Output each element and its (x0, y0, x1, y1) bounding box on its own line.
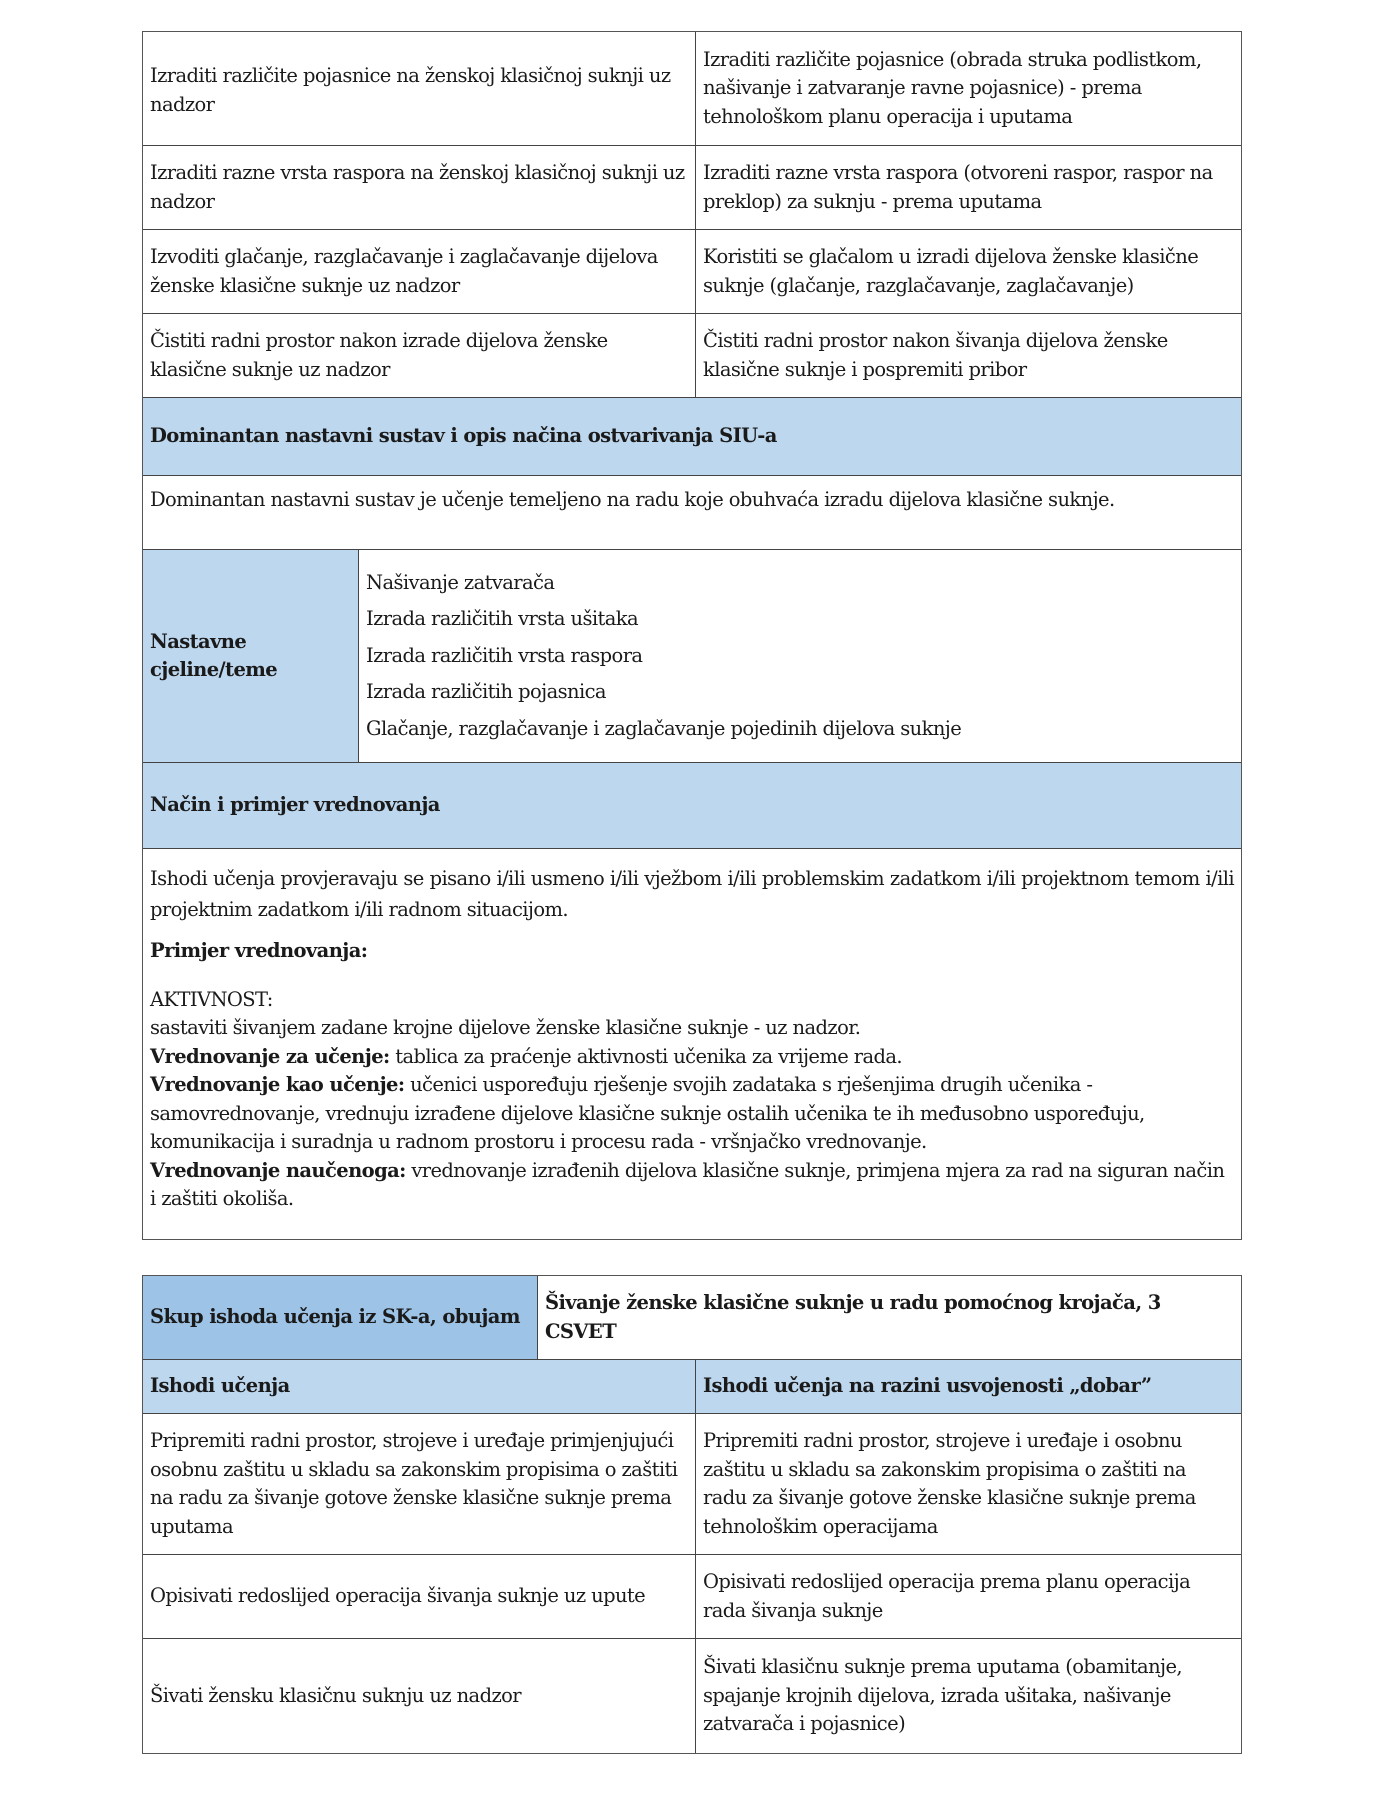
set-label-cell (143, 1276, 537, 1359)
outcome-text: Čistiti radni prostor nakon izrade dijelova ženske klasične suknje uz nadzor (150, 329, 608, 381)
table-row (143, 1554, 1241, 1638)
activity-text: sastaviti šivanjem zadane krojne dijelove ženske klasične suknje - uz nadzor. (150, 1016, 861, 1039)
set-label: Skup ishoda učenja iz SK-a, obujam (150, 1305, 520, 1329)
of-learning (150, 1157, 1234, 1214)
table-row (143, 32, 1241, 145)
outcome-cell (143, 146, 695, 229)
table-row (143, 145, 1241, 229)
column-header-label: Ishodi učenja (150, 1374, 290, 1398)
topics-label-cell (143, 550, 358, 762)
topic-item: Glačanje, razglačavanje i zaglačavanje pojedinih dijelova suknje (366, 716, 962, 740)
outcome-good-text: Šivati klasičnu suknje prema uputama (obamitanje, spajanje krojnih dijelova, izrada ušitaka, našivanje zatvarača i pojasnice) (703, 1655, 1183, 1736)
teaching-system-text: Dominantan nastavni sustav je učenje temeljeno na radu koje obuhvaća izradu dijelova klasične suknje. (150, 488, 1115, 511)
section-heading: Način i primjer vrednovanja (150, 793, 440, 817)
activity-label: AKTIVNOST: (150, 987, 273, 1011)
example-title: Primjer vrednovanja: (150, 939, 368, 962)
outcome-good-cell (695, 1639, 1241, 1753)
curriculum-table-1 (142, 31, 1242, 1240)
topics-label: Nastavne cjeline/teme (150, 629, 278, 681)
topic-item: Našivanje zatvarača (366, 570, 555, 594)
evaluation-row (143, 848, 1241, 1239)
for-learning-label: Vrednovanje za učenje: (150, 1044, 390, 1068)
set-header-row (143, 1276, 1241, 1359)
table-row (143, 313, 1241, 397)
outcome-good-cell (695, 1555, 1241, 1638)
topics-list (358, 550, 1241, 762)
outcome-cell (143, 230, 695, 313)
table-row (143, 1413, 1241, 1554)
as-learning-text: učenici uspoređuju rješenje svojih zadataka s rješenjima drugih učenika - samovrednovanje, vrednuju izrađene dijelove klasične suknje ostalih učenika te ih međusobno uspoređuju, komunikacija i suradnja u radnom prostoru i procesu rada - vršnjačko vrednovanje. (150, 1073, 1145, 1153)
outcome-good-text: Opisivati redoslijed operacija prema planu operacija rada šivanja suknje (703, 1570, 1191, 1622)
outcome-good-cell (695, 32, 1241, 145)
section-header-row (143, 397, 1241, 475)
section-header-row (143, 762, 1241, 848)
for-learning-text: tablica za praćenje aktivnosti učenika za vrijeme rada. (389, 1044, 903, 1068)
as-learning (150, 1071, 1234, 1157)
table-row (143, 1638, 1241, 1753)
outcome-text: Pripremiti radni prostor, strojeve i uređaje primjenjujući osobnu zaštitu u skladu sa zakonskim propisima o zaštiti na radu za šivanje gotove ženske klasične suknje prema uputama (150, 1429, 678, 1538)
outcome-cell (143, 1639, 695, 1753)
outcome-good-cell (695, 146, 1241, 229)
evaluation-intro: Ishodi učenja provjeravaju se pisano i/ili usmeno i/ili vježbom i/ili problemskim zadatkom i/ili projektnom temom i/ili projektnim zadatkom i/ili radnom situacijom. (150, 867, 1234, 921)
as-learning-label: Vrednovanje kao učenje: (150, 1073, 405, 1096)
table-row (143, 475, 1241, 549)
outcome-good-text: Izraditi razne vrsta raspora (otvoreni raspor, raspor na preklop) za suknju - prema uputama (703, 161, 1213, 213)
evaluation-cell (143, 849, 1241, 1239)
section-heading: Dominantan nastavni sustav i opis načina ostvarivanja SIU-a (150, 424, 777, 448)
column-header-row (143, 1359, 1241, 1413)
topic-item: Izrada različitih vrsta ušitaka (366, 607, 639, 631)
outcome-text: Šivati žensku klasičnu suknju uz nadzor (150, 1683, 521, 1707)
teaching-system-header (143, 398, 1241, 475)
of-learning-text: vrednovanje izrađenih dijelova klasične suknje, primjena mjera za rad na siguran način i zaštiti okoliša. (150, 1158, 1225, 1210)
outcome-good-cell (695, 230, 1241, 313)
outcome-good-text: Pripremiti radni prostor, strojeve i uređaje i osobnu zaštitu u skladu sa zakonskim propisima o zaštiti na radu za šivanje gotove ženske klasične suknje prema tehnološkim operacijama (703, 1429, 1196, 1538)
outcome-text: Izraditi razne vrsta raspora na ženskoj klasičnoj suknji uz nadzor (150, 161, 685, 213)
outcome-good-text: Izraditi različite pojasnice (obrada struka podlistkom, našivanje i zatvaranje ravne pojasnice) - prema tehnološkom planu operacija i uputama (703, 47, 1202, 128)
set-value-cell (537, 1276, 1241, 1359)
outcome-good-cell (695, 314, 1241, 397)
table-row (143, 229, 1241, 313)
column-header-good-level (695, 1360, 1241, 1413)
teaching-system-cell (143, 476, 1241, 549)
for-learning (150, 1043, 1234, 1072)
outcome-text: Opisivati redoslijed operacija šivanja suknje uz upute (150, 1584, 646, 1608)
outcome-good-cell (695, 1414, 1241, 1554)
topic-item: Izrada različitih pojasnica (366, 680, 606, 704)
topics-row (143, 549, 1241, 762)
outcome-cell (143, 314, 695, 397)
evaluation-header (143, 763, 1241, 848)
outcome-good-text: Čistiti radni prostor nakon šivanja dijelova ženske klasične suknje i pospremiti pribor (703, 329, 1168, 381)
outcome-text: Izraditi različite pojasnice na ženskoj klasičnoj suknji uz nadzor (150, 64, 671, 116)
topic-item: Izrada različitih vrsta raspora (366, 643, 643, 667)
outcome-good-text: Koristiti se glačalom u izradi dijelova ženske klasične suknje (glačanje, razglačavanje, zaglačavanje) (703, 245, 1199, 297)
curriculum-table-2 (142, 1275, 1242, 1754)
outcome-cell (143, 32, 695, 145)
outcome-cell (143, 1555, 695, 1638)
outcome-cell (143, 1414, 695, 1554)
set-value: Šivanje ženske klasične suknje u radu pomoćnog krojača, 3 CSVET (545, 1291, 1161, 1343)
column-header-label: Ishodi učenja na razini usvojenosti „dobar” (703, 1374, 1152, 1398)
outcome-text: Izvoditi glačanje, razglačavanje i zaglačavanje dijelova ženske klasične suknje uz nadzor (150, 245, 658, 297)
of-learning-label: Vrednovanje naučenoga: (150, 1158, 406, 1182)
column-header-outcomes (143, 1360, 695, 1413)
